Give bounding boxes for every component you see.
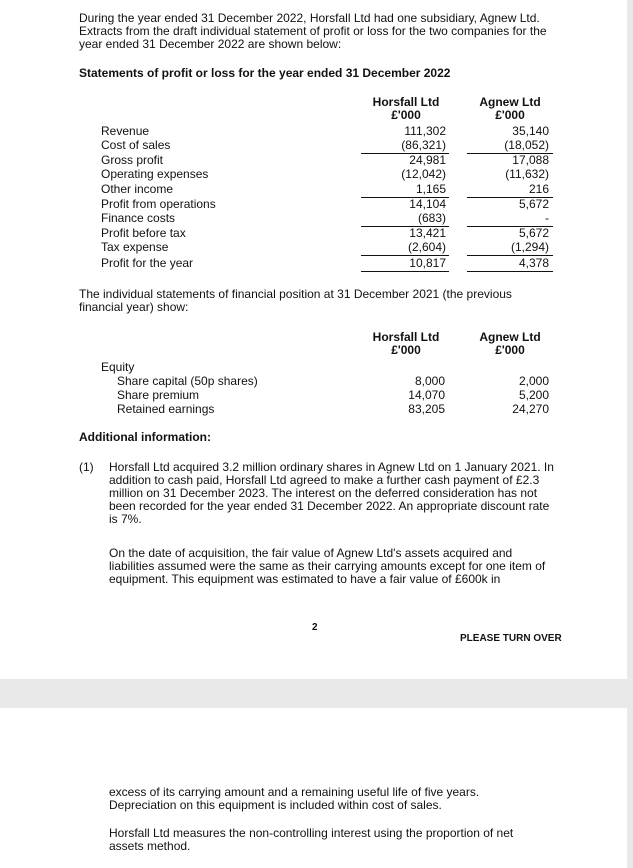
page-2 — [0, 708, 627, 868]
agnew-value: 17,088 — [512, 153, 549, 167]
horsfall-value: 14,104 — [409, 197, 446, 211]
agnew-value: (1,294) — [510, 240, 549, 254]
page-number: 2 — [312, 622, 318, 633]
agnew-value: 24,270 — [512, 402, 549, 416]
rule — [467, 271, 553, 272]
sfp-header-horsfall: Horsfall Ltd — [372, 330, 440, 344]
intro-paragraph: During the year ended 31 December 2022, Horsfall Ltd had one subsidiary, Agnew Ltd. Extracts from the draft individual statement of profit or loss for the two companies for the year ended 31 December 2022 are shown below: — [79, 11, 547, 51]
agnew-value: 5,672 — [518, 197, 549, 211]
row-label: Share capital (50p shares) — [117, 374, 258, 388]
horsfall-value: (86,321) — [401, 138, 446, 152]
horsfall-value: 24,981 — [409, 153, 446, 167]
sfp-header-horsfall-unit: £'000 — [391, 343, 421, 357]
horsfall-value: 83,205 — [408, 402, 445, 416]
row-label: Gross profit — [101, 153, 164, 167]
page-2-paragraph-1: excess of its carrying amount and a remaining useful life of five years. Depreciation on this equipment is included within cost of sales. — [109, 785, 480, 812]
row-label: Operating expenses — [101, 167, 209, 181]
horsfall-value: (2,604) — [407, 240, 446, 254]
row-label: Share premium — [117, 388, 200, 402]
horsfall-value: (12,042) — [401, 167, 446, 181]
row-label: Revenue — [101, 124, 150, 138]
row-label: Tax expense — [101, 240, 169, 254]
horsfall-value: 1,165 — [415, 182, 446, 196]
note-1-number: (1) — [79, 460, 94, 474]
row-label: Finance costs — [101, 211, 176, 225]
agnew-value: 35,140 — [512, 124, 549, 138]
row-label: Retained earnings — [117, 402, 215, 416]
agnew-value: - — [545, 211, 549, 225]
agnew-value: 5,672 — [518, 226, 549, 240]
agnew-value: 2,000 — [518, 374, 549, 388]
col-header-agnew: Agnew Ltd — [479, 95, 541, 109]
rule — [361, 271, 449, 272]
note-1-paragraph-1: Horsfall Ltd acquired 3.2 million ordinary shares in Agnew Ltd on 1 January 2021. In addition to cash paid, Horsfall Ltd agreed to make a further cash payment of £2.3 million on 31 December 2023. The interest on the deferred consideration has not been recorded for the year ended 31 December 2022. An appropriate discount rate is 7%. — [109, 460, 554, 526]
row-label: Profit for the year — [101, 256, 194, 270]
sfp-header-agnew: Agnew Ltd — [479, 330, 541, 344]
horsfall-value: 8,000 — [414, 374, 445, 388]
row-label: Profit from operations — [101, 197, 216, 211]
sfp-header-agnew-unit: £'000 — [495, 343, 525, 357]
please-turn-over: PLEASE TURN OVER — [460, 633, 562, 644]
col-header-agnew-unit: £'000 — [495, 108, 525, 122]
agnew-value: 5,200 — [518, 388, 549, 402]
pl-title: Statements of profit or loss for the year ended 31 December 2022 — [79, 66, 451, 80]
horsfall-value: 111,302 — [404, 124, 446, 138]
agnew-value: (18,052) — [504, 138, 549, 152]
agnew-value: (11,632) — [505, 167, 549, 181]
horsfall-value: 14,070 — [408, 388, 445, 402]
col-header-horsfall-unit: £'000 — [391, 108, 421, 122]
horsfall-value: 10,817 — [409, 256, 446, 270]
col-header-horsfall: Horsfall Ltd — [372, 95, 440, 109]
page-2-paragraph-2: Horsfall Ltd measures the non-controlling interest using the proportion of net assets method. — [109, 826, 514, 853]
sfp-intro: The individual statements of financial position at 31 December 2021 (the previous financial year) show: — [79, 287, 512, 314]
row-label: Other income — [101, 182, 174, 196]
horsfall-value: 13,421 — [409, 226, 446, 240]
horsfall-value: (683) — [417, 211, 446, 225]
equity-heading: Equity — [101, 360, 135, 374]
additional-info-heading: Additional information: — [79, 430, 211, 444]
row-label: Cost of sales — [101, 138, 171, 152]
agnew-value: 4,378 — [518, 256, 549, 270]
row-label: Profit before tax — [101, 226, 186, 240]
agnew-value: 216 — [528, 182, 549, 196]
note-1-paragraph-2: On the date of acquisition, the fair value of Agnew Ltd's assets acquired and liabilities assumed were the same as their carrying amounts except for one item of equipment. This equipment was estimated to have a fair value of £600k in — [109, 546, 546, 586]
